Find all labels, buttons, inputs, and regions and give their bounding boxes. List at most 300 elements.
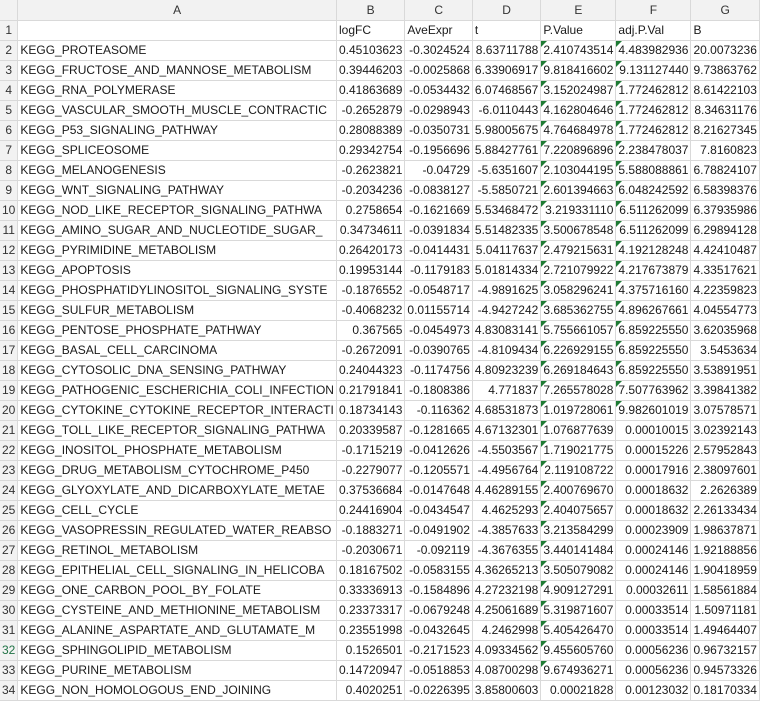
cell-pathway[interactable]: KEGG_PURINE_METABOLISM	[18, 660, 337, 680]
cell-header-adjpval[interactable]: adj.P.Val	[616, 20, 691, 40]
cell-logfc[interactable]: -0.1876552	[336, 280, 404, 300]
cell-logfc[interactable]: 0.24416904	[336, 500, 404, 520]
cell-logfc[interactable]: 0.18167502	[336, 560, 404, 580]
cell-pathway[interactable]: KEGG_SULFUR_METABOLISM	[18, 300, 337, 320]
cell-adjpval[interactable]: 0.00033514	[616, 600, 691, 620]
cell-b[interactable]: 3.62035968	[691, 320, 759, 340]
cell-adjpval[interactable]: 0.00017916	[616, 460, 691, 480]
cell-aveexpr[interactable]: -0.0534432	[405, 80, 473, 100]
cell-logfc[interactable]: 0.367565	[336, 320, 404, 340]
cell-header-logfc[interactable]: logFC	[336, 20, 404, 40]
column-header-a[interactable]: A	[18, 0, 337, 20]
row-header[interactable]: 4	[0, 80, 18, 100]
row-header[interactable]: 6	[0, 120, 18, 140]
cell-b[interactable]: 0.94573326	[691, 660, 759, 680]
table-row	[0, 480, 759, 500]
cell-t[interactable]: 4.08700298	[472, 660, 540, 680]
row-header[interactable]: 5	[0, 100, 18, 120]
cell-t[interactable]: -4.4956764	[472, 460, 540, 480]
cell-pvalue[interactable]: 4.909127291	[541, 580, 616, 600]
cell-pvalue[interactable]: 5.319871607	[541, 600, 616, 620]
cell-pathway[interactable]: KEGG_RETINOL_METABOLISM	[18, 540, 337, 560]
table-row	[0, 640, 759, 660]
cell-b[interactable]: 2.57952843	[691, 440, 759, 460]
table-row	[0, 400, 759, 420]
cell-t[interactable]: 4.27232198	[472, 580, 540, 600]
cell-adjpval[interactable]: 1.772462812	[616, 80, 691, 100]
cell-b[interactable]: 8.61422103	[691, 80, 759, 100]
cell-b[interactable]: 7.8160823	[691, 140, 759, 160]
cell-pathway[interactable]: KEGG_WNT_SIGNALING_PATHWAY	[18, 180, 337, 200]
cell-logfc[interactable]: 0.24044323	[336, 360, 404, 380]
row-header[interactable]: 7	[0, 140, 18, 160]
cell-logfc[interactable]: -0.1715219	[336, 440, 404, 460]
cell-header-b[interactable]: B	[691, 20, 759, 40]
cell-b[interactable]: 4.22359823	[691, 280, 759, 300]
cell-t[interactable]: -4.5503567	[472, 440, 540, 460]
cell-aveexpr[interactable]: -0.0548717	[405, 280, 473, 300]
cell-adjpval[interactable]: 4.483982936	[616, 40, 691, 60]
cell-pathway[interactable]: KEGG_SPHINGOLIPID_METABOLISM	[18, 640, 337, 660]
cell-logfc[interactable]: 0.37536684	[336, 480, 404, 500]
cell-aveexpr[interactable]: -0.0298943	[405, 100, 473, 120]
cell-logfc[interactable]: 0.33336913	[336, 580, 404, 600]
cell-t[interactable]: -4.9891625	[472, 280, 540, 300]
row-header[interactable]: 29	[0, 580, 18, 600]
cell-logfc[interactable]: 0.41863689	[336, 80, 404, 100]
row-header[interactable]: 26	[0, 520, 18, 540]
cell-adjpval[interactable]: 7.507763962	[616, 380, 691, 400]
cell-pvalue[interactable]: 2.404075657	[541, 500, 616, 520]
cell-pvalue[interactable]: 3.440141484	[541, 540, 616, 560]
column-header-f[interactable]: F	[616, 0, 691, 20]
column-header-c[interactable]: C	[405, 0, 473, 20]
cell-pvalue[interactable]: 9.455605760	[541, 640, 616, 660]
cell-pvalue[interactable]: 2.479215631	[541, 240, 616, 260]
cell-b[interactable]: 6.78824107	[691, 160, 759, 180]
cell-adjpval[interactable]: 4.375716160	[616, 280, 691, 300]
cell-t[interactable]: 4.67132301	[472, 420, 540, 440]
cell-pathway[interactable]: KEGG_ALANINE_ASPARTATE_AND_GLUTAMATE_M	[18, 620, 337, 640]
cell-pathway[interactable]: KEGG_PYRIMIDINE_METABOLISM	[18, 240, 337, 260]
cell-pathway[interactable]: KEGG_PENTOSE_PHOSPHATE_PATHWAY	[18, 320, 337, 340]
cell-adjpval[interactable]: 0.00023909	[616, 520, 691, 540]
cell-pathway[interactable]: KEGG_GLYOXYLATE_AND_DICARBOXYLATE_METAE	[18, 480, 337, 500]
column-header-row	[0, 0, 759, 20]
table-row	[0, 80, 759, 100]
cell-pathway[interactable]: KEGG_CYTOKINE_CYTOKINE_RECEPTOR_INTERACTI	[18, 400, 337, 420]
cell-pathway[interactable]: KEGG_P53_SIGNALING_PATHWAY	[18, 120, 337, 140]
row-header[interactable]: 11	[0, 220, 18, 240]
cell-pvalue[interactable]: 2.119108722	[541, 460, 616, 480]
cell-logfc[interactable]: -0.2030671	[336, 540, 404, 560]
cell-pvalue[interactable]: 2.721079922	[541, 260, 616, 280]
cell-aveexpr[interactable]: -0.0414431	[405, 240, 473, 260]
row-header[interactable]: 20	[0, 400, 18, 420]
cell-b[interactable]: 4.04554773	[691, 300, 759, 320]
cell-logfc[interactable]: -0.2034236	[336, 180, 404, 200]
cell-logfc[interactable]: 0.2758654	[336, 200, 404, 220]
select-all-corner[interactable]	[0, 0, 18, 20]
cell-aveexpr[interactable]: -0.0518853	[405, 660, 473, 680]
cell-b[interactable]: 3.02392143	[691, 420, 759, 440]
cell-pathway[interactable]: KEGG_DRUG_METABOLISM_CYTOCHROME_P450	[18, 460, 337, 480]
row-header[interactable]: 14	[0, 280, 18, 300]
cell-pvalue[interactable]: 2.400769670	[541, 480, 616, 500]
cell-logfc[interactable]: 0.28088389	[336, 120, 404, 140]
cell-adjpval[interactable]: 6.859225550	[616, 340, 691, 360]
cell-adjpval[interactable]: 0.00056236	[616, 640, 691, 660]
cell-t[interactable]: 8.63711788	[472, 40, 540, 60]
cell-aveexpr[interactable]: -0.2171523	[405, 640, 473, 660]
row-header[interactable]: 28	[0, 560, 18, 580]
cell-aveexpr[interactable]: -0.1956696	[405, 140, 473, 160]
cell-t[interactable]: 5.88427761	[472, 140, 540, 160]
cell-pathway[interactable]: KEGG_NOD_LIKE_RECEPTOR_SIGNALING_PATHWA	[18, 200, 337, 220]
cell-b[interactable]: 6.29894128	[691, 220, 759, 240]
cell-pvalue[interactable]: 2.410743514	[541, 40, 616, 60]
row-header[interactable]: 9	[0, 180, 18, 200]
cell-adjpval[interactable]: 6.859225550	[616, 320, 691, 340]
row-header[interactable]: 19	[0, 380, 18, 400]
cell-b[interactable]: 3.07578571	[691, 400, 759, 420]
cell-t[interactable]: 4.771837	[472, 380, 540, 400]
cell-logfc[interactable]: 0.20339587	[336, 420, 404, 440]
cell-header-t[interactable]: t	[472, 20, 540, 40]
cell-b[interactable]: 4.42410487	[691, 240, 759, 260]
cell-logfc[interactable]: 0.21791841	[336, 380, 404, 400]
table-row	[0, 180, 759, 200]
cell-aveexpr[interactable]: -0.0391834	[405, 220, 473, 240]
cell-pathway[interactable]: KEGG_AMINO_SUGAR_AND_NUCLEOTIDE_SUGAR_	[18, 220, 337, 240]
cell-logfc[interactable]: 0.26420173	[336, 240, 404, 260]
cell-t[interactable]: -4.8109434	[472, 340, 540, 360]
cell-adjpval[interactable]: 2.238478037	[616, 140, 691, 160]
cell-adjpval[interactable]: 0.00123032	[616, 680, 691, 700]
cell-b[interactable]: 9.73863762	[691, 60, 759, 80]
cell-adjpval[interactable]: 6.048242592	[616, 180, 691, 200]
row-header[interactable]: 12	[0, 240, 18, 260]
cell-aveexpr[interactable]: -0.0838127	[405, 180, 473, 200]
cell-aveexpr[interactable]: -0.1205571	[405, 460, 473, 480]
cell-pathway[interactable]: KEGG_VASCULAR_SMOOTH_MUSCLE_CONTRACTIC	[18, 100, 337, 120]
row-header[interactable]: 16	[0, 320, 18, 340]
cell-adjpval[interactable]: 0.00018632	[616, 480, 691, 500]
cell-adjpval[interactable]: 6.511262099	[616, 200, 691, 220]
table-row	[0, 440, 759, 460]
row-header[interactable]: 17	[0, 340, 18, 360]
cell-pvalue[interactable]: 3.213584299	[541, 520, 616, 540]
row-header[interactable]: 8	[0, 160, 18, 180]
cell-b[interactable]: 2.26133434	[691, 500, 759, 520]
cell-pvalue[interactable]: 7.265578028	[541, 380, 616, 400]
cell-aveexpr[interactable]: -0.0491902	[405, 520, 473, 540]
cell-b[interactable]: 1.92188856	[691, 540, 759, 560]
cell-logfc[interactable]: -0.1883271	[336, 520, 404, 540]
cell-adjpval[interactable]: 0.00024146	[616, 540, 691, 560]
table-row	[0, 420, 759, 440]
cell-adjpval[interactable]: 0.00032611	[616, 580, 691, 600]
cell-pathway[interactable]	[18, 20, 337, 40]
cell-pvalue[interactable]: 3.505079082	[541, 560, 616, 580]
row-header[interactable]: 18	[0, 360, 18, 380]
table-row	[0, 260, 759, 280]
table-row	[0, 500, 759, 520]
cell-logfc[interactable]: 0.34734611	[336, 220, 404, 240]
cell-b[interactable]: 6.58398376	[691, 180, 759, 200]
header-data-row	[0, 20, 759, 40]
cell-pathway[interactable]: KEGG_RNA_POLYMERASE	[18, 80, 337, 100]
cell-aveexpr[interactable]: -0.1174756	[405, 360, 473, 380]
cell-aveexpr[interactable]: -0.0434547	[405, 500, 473, 520]
cell-logfc[interactable]: 0.1526501	[336, 640, 404, 660]
row-header[interactable]: 27	[0, 540, 18, 560]
cell-logfc[interactable]: 0.19953144	[336, 260, 404, 280]
row-header[interactable]: 21	[0, 420, 18, 440]
cell-b[interactable]: 0.18170334	[691, 680, 759, 700]
cell-aveexpr[interactable]: -0.0679248	[405, 600, 473, 620]
column-header-g[interactable]: G	[691, 0, 759, 20]
cell-adjpval[interactable]: 0.00010015	[616, 420, 691, 440]
cell-logfc[interactable]: 0.18734143	[336, 400, 404, 420]
cell-adjpval[interactable]: 4.192128248	[616, 240, 691, 260]
cell-b[interactable]: 1.58561884	[691, 580, 759, 600]
cell-pvalue[interactable]: 6.269184643	[541, 360, 616, 380]
cell-b[interactable]: 3.53891951	[691, 360, 759, 380]
cell-t[interactable]: 4.68531873	[472, 400, 540, 420]
cell-aveexpr[interactable]: -0.04729	[405, 160, 473, 180]
cell-pvalue[interactable]: 6.226929155	[541, 340, 616, 360]
cell-logfc[interactable]: -0.2672091	[336, 340, 404, 360]
cell-pathway[interactable]: KEGG_SPLICEOSOME	[18, 140, 337, 160]
cell-t[interactable]: 4.80923239	[472, 360, 540, 380]
cell-b[interactable]: 1.90418959	[691, 560, 759, 580]
cell-t[interactable]: 4.2462998	[472, 620, 540, 640]
row-header[interactable]: 32	[0, 640, 18, 660]
cell-pathway[interactable]: KEGG_CYTOSOLIC_DNA_SENSING_PATHWAY	[18, 360, 337, 380]
cell-b[interactable]: 6.37935986	[691, 200, 759, 220]
table-row	[0, 160, 759, 180]
row-header[interactable]: 15	[0, 300, 18, 320]
cell-pathway[interactable]: KEGG_EPITHELIAL_CELL_SIGNALING_IN_HELICOBA	[18, 560, 337, 580]
cell-t[interactable]: 5.01814334	[472, 260, 540, 280]
cell-logfc[interactable]: 0.45103623	[336, 40, 404, 60]
cell-b[interactable]: 2.2626389	[691, 480, 759, 500]
cell-t[interactable]: -6.0110443	[472, 100, 540, 120]
cell-aveexpr[interactable]: -0.3024524	[405, 40, 473, 60]
cell-adjpval[interactable]: 4.217673879	[616, 260, 691, 280]
cell-b[interactable]: 1.98637871	[691, 520, 759, 540]
cell-adjpval[interactable]: 0.00033514	[616, 620, 691, 640]
table-row	[0, 100, 759, 120]
cell-pathway[interactable]: KEGG_ONE_CARBON_POOL_BY_FOLATE	[18, 580, 337, 600]
cell-logfc[interactable]: 0.39446203	[336, 60, 404, 80]
cell-logfc[interactable]: 0.14720947	[336, 660, 404, 680]
cell-aveexpr[interactable]: -0.1808386	[405, 380, 473, 400]
table-row	[0, 40, 759, 60]
cell-pvalue[interactable]: 4.764684978	[541, 120, 616, 140]
cell-pvalue[interactable]: 2.601394663	[541, 180, 616, 200]
cell-pathway[interactable]: KEGG_CYSTEINE_AND_METHIONINE_METABOLISM	[18, 600, 337, 620]
cell-pathway[interactable]: KEGG_PATHOGENIC_ESCHERICHIA_COLI_INFECTION	[18, 380, 337, 400]
cell-pvalue[interactable]: 3.058296241	[541, 280, 616, 300]
cell-t[interactable]: 4.09334562	[472, 640, 540, 660]
cell-logfc[interactable]: 0.4020251	[336, 680, 404, 700]
table-row	[0, 320, 759, 340]
cell-b[interactable]: 1.49464407	[691, 620, 759, 640]
cell-t[interactable]: 6.33906917	[472, 60, 540, 80]
cell-pathway[interactable]: KEGG_PROTEASOME	[18, 40, 337, 60]
cell-t[interactable]: -4.3676355	[472, 540, 540, 560]
cell-t[interactable]: 4.46289155	[472, 480, 540, 500]
cell-b[interactable]: 4.33517621	[691, 260, 759, 280]
cell-logfc[interactable]: 0.23373317	[336, 600, 404, 620]
cell-pvalue[interactable]: 1.076877639	[541, 420, 616, 440]
cell-pvalue[interactable]: 9.674936271	[541, 660, 616, 680]
cell-header-pvalue[interactable]: P.Value	[541, 20, 616, 40]
cell-pathway[interactable]: KEGG_NON_HOMOLOGOUS_END_JOINING	[18, 680, 337, 700]
cell-pathway[interactable]: KEGG_CELL_CYCLE	[18, 500, 337, 520]
cell-logfc[interactable]: -0.2652879	[336, 100, 404, 120]
column-header-b[interactable]: B	[336, 0, 404, 20]
column-header-d[interactable]: D	[472, 0, 540, 20]
cell-b[interactable]: 1.50971181	[691, 600, 759, 620]
cell-header-aveexpr[interactable]: AveExpr	[405, 20, 473, 40]
cell-pvalue[interactable]: 0.00021828	[541, 680, 616, 700]
column-header-e[interactable]: E	[541, 0, 616, 20]
cell-pvalue[interactable]: 3.219331110	[541, 200, 616, 220]
cell-pathway[interactable]: KEGG_VASOPRESSIN_REGULATED_WATER_REABSO	[18, 520, 337, 540]
cell-b[interactable]: 0.96732157	[691, 640, 759, 660]
cell-logfc[interactable]: 0.29342754	[336, 140, 404, 160]
row-header[interactable]: 3	[0, 60, 18, 80]
cell-aveexpr[interactable]: -0.0226395	[405, 680, 473, 700]
cell-b[interactable]: 3.39841382	[691, 380, 759, 400]
row-header[interactable]: 1	[0, 20, 18, 40]
cell-t[interactable]: -5.5850721	[472, 180, 540, 200]
cell-b[interactable]: 2.38097601	[691, 460, 759, 480]
cell-t[interactable]: 5.51482335	[472, 220, 540, 240]
cell-aveexpr[interactable]: -0.0454973	[405, 320, 473, 340]
cell-aveexpr[interactable]: -0.0583155	[405, 560, 473, 580]
row-header[interactable]: 24	[0, 480, 18, 500]
cell-t[interactable]: 5.53468472	[472, 200, 540, 220]
cell-adjpval[interactable]: 1.772462812	[616, 120, 691, 140]
row-header[interactable]: 23	[0, 460, 18, 480]
cell-aveexpr[interactable]: -0.1281665	[405, 420, 473, 440]
cell-adjpval[interactable]: 6.859225550	[616, 360, 691, 380]
cell-pvalue[interactable]: 4.162804646	[541, 100, 616, 120]
cell-adjpval[interactable]: 1.772462812	[616, 100, 691, 120]
cell-aveexpr[interactable]: -0.092119	[405, 540, 473, 560]
cell-aveexpr[interactable]: -0.0390765	[405, 340, 473, 360]
row-header[interactable]: 25	[0, 500, 18, 520]
cell-aveexpr[interactable]: 0.01155714	[405, 300, 473, 320]
table-row	[0, 580, 759, 600]
cell-aveexpr[interactable]: -0.1621669	[405, 200, 473, 220]
table-row	[0, 660, 759, 680]
cell-pvalue[interactable]: 1.019728061	[541, 400, 616, 420]
row-header[interactable]: 33	[0, 660, 18, 680]
cell-pvalue[interactable]: 5.755661057	[541, 320, 616, 340]
cell-aveexpr[interactable]: -0.116362	[405, 400, 473, 420]
table-row	[0, 620, 759, 640]
cell-pathway[interactable]: KEGG_APOPTOSIS	[18, 260, 337, 280]
cell-logfc[interactable]: -0.4068232	[336, 300, 404, 320]
cell-pathway[interactable]: KEGG_TOLL_LIKE_RECEPTOR_SIGNALING_PATHWA	[18, 420, 337, 440]
cell-adjpval[interactable]: 9.982601019	[616, 400, 691, 420]
table-row	[0, 380, 759, 400]
row-header[interactable]: 22	[0, 440, 18, 460]
row-header[interactable]: 30	[0, 600, 18, 620]
cell-t[interactable]: 3.85800603	[472, 680, 540, 700]
row-header[interactable]: 31	[0, 620, 18, 640]
cell-t[interactable]: -4.9427242	[472, 300, 540, 320]
row-header[interactable]: 10	[0, 200, 18, 220]
cell-adjpval[interactable]: 9.131127440	[616, 60, 691, 80]
cell-pvalue[interactable]: 3.152024987	[541, 80, 616, 100]
cell-pvalue[interactable]: 1.719021775	[541, 440, 616, 460]
table-row	[0, 520, 759, 540]
cell-aveexpr[interactable]: -0.1179183	[405, 260, 473, 280]
cell-t[interactable]: 4.36265213	[472, 560, 540, 580]
cell-b[interactable]: 8.34631176	[691, 100, 759, 120]
cell-t[interactable]: 4.4625293	[472, 500, 540, 520]
row-header[interactable]: 34	[0, 680, 18, 700]
cell-pvalue[interactable]: 5.405426470	[541, 620, 616, 640]
cell-t[interactable]: -4.3857633	[472, 520, 540, 540]
row-header[interactable]: 13	[0, 260, 18, 280]
cell-pvalue[interactable]: 3.500678548	[541, 220, 616, 240]
cell-b[interactable]: 3.5453634	[691, 340, 759, 360]
cell-aveexpr[interactable]: -0.0412626	[405, 440, 473, 460]
cell-pvalue[interactable]: 3.685362755	[541, 300, 616, 320]
cell-t[interactable]: -5.6351607	[472, 160, 540, 180]
cell-t[interactable]: 4.25061689	[472, 600, 540, 620]
cell-pvalue[interactable]: 2.103044195	[541, 160, 616, 180]
cell-aveexpr[interactable]: -0.0025868	[405, 60, 473, 80]
cell-pathway[interactable]: KEGG_MELANOGENESIS	[18, 160, 337, 180]
cell-t[interactable]: 5.98005675	[472, 120, 540, 140]
row-header[interactable]: 2	[0, 40, 18, 60]
cell-aveexpr[interactable]: -0.0350731	[405, 120, 473, 140]
cell-t[interactable]: 4.83083141	[472, 320, 540, 340]
cell-pathway[interactable]: KEGG_BASAL_CELL_CARCINOMA	[18, 340, 337, 360]
cell-t[interactable]: 5.04117637	[472, 240, 540, 260]
cell-b[interactable]: 20.0073236	[691, 40, 759, 60]
cell-aveexpr[interactable]: -0.0147648	[405, 480, 473, 500]
cell-logfc[interactable]: 0.23551998	[336, 620, 404, 640]
cell-adjpval[interactable]: 4.896267661	[616, 300, 691, 320]
cell-pathway[interactable]: KEGG_INOSITOL_PHOSPHATE_METABOLISM	[18, 440, 337, 460]
cell-adjpval[interactable]: 6.511262099	[616, 220, 691, 240]
cell-logfc[interactable]: -0.2279077	[336, 460, 404, 480]
cell-logfc[interactable]: -0.2623821	[336, 160, 404, 180]
cell-adjpval[interactable]: 0.00018632	[616, 500, 691, 520]
cell-pvalue[interactable]: 9.818416602	[541, 60, 616, 80]
cell-adjpval[interactable]: 0.00056236	[616, 660, 691, 680]
cell-pathway[interactable]: KEGG_PHOSPHATIDYLINOSITOL_SIGNALING_SYSTE	[18, 280, 337, 300]
cell-t[interactable]: 6.07468567	[472, 80, 540, 100]
cell-adjpval[interactable]: 5.588088861	[616, 160, 691, 180]
cell-b[interactable]: 8.21627345	[691, 120, 759, 140]
cell-aveexpr[interactable]: -0.0432645	[405, 620, 473, 640]
cell-adjpval[interactable]: 0.00015226	[616, 440, 691, 460]
cell-pathway[interactable]: KEGG_FRUCTOSE_AND_MANNOSE_METABOLISM	[18, 60, 337, 80]
cell-pvalue[interactable]: 7.220896896	[541, 140, 616, 160]
cell-aveexpr[interactable]: -0.1584896	[405, 580, 473, 600]
cell-adjpval[interactable]: 0.00024146	[616, 560, 691, 580]
